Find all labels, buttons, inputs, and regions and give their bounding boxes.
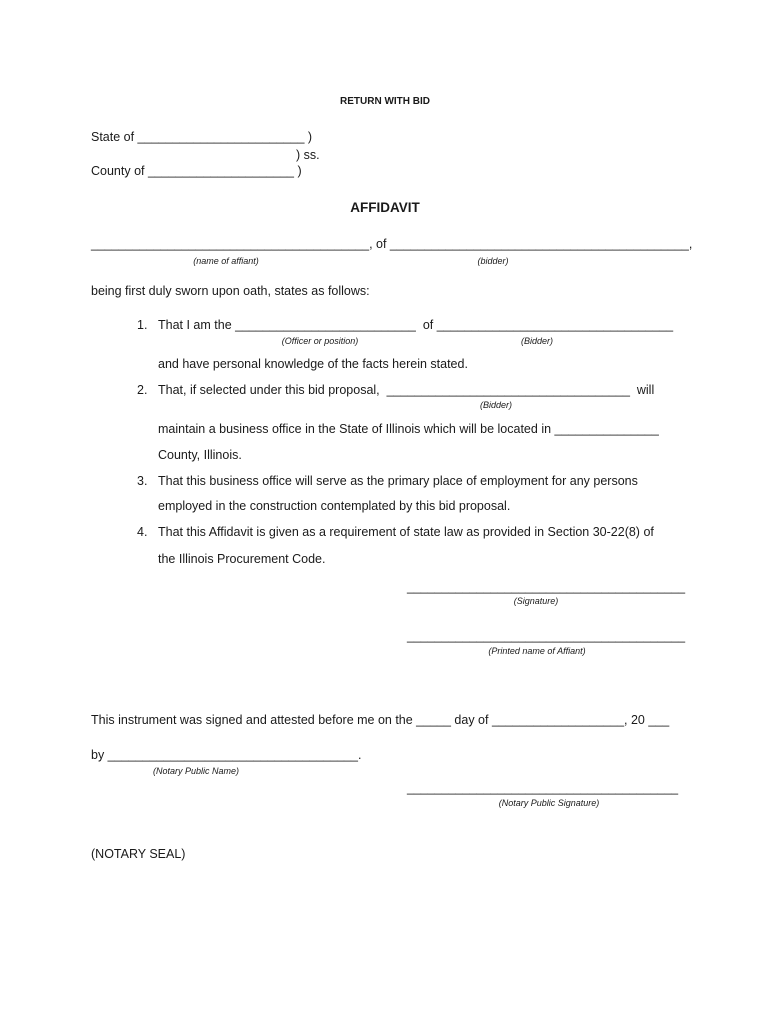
county-of-line: County of _____________________ ) (91, 164, 302, 178)
officer-or-position-caption: (Officer or position) (281, 336, 359, 346)
item-2-bidder-caption: (Bidder) (479, 400, 513, 410)
printed-name-caption: (Printed name of Affiant) (488, 646, 586, 656)
signature-line: ________________________________________ (407, 580, 686, 594)
item-3-continuation: employed in the construction contemplated by this bid proposal. (158, 499, 511, 513)
state-of-line: State of ________________________ ) (91, 130, 313, 144)
item-1-bidder-caption: (Bidder) (520, 336, 554, 346)
item-2-continuation-2: County, Illinois. (158, 448, 242, 462)
item-1-continuation: and have personal knowledge of the facts herein stated. (158, 357, 468, 371)
ss-line: ) ss. (296, 148, 320, 162)
item-1-number: 1. (137, 318, 148, 332)
name-of-affiant-caption: (name of affiant) (193, 256, 259, 266)
affidavit-title: AFFIDAVIT (350, 200, 420, 215)
item-2-number: 2. (137, 383, 148, 397)
item-2-line: That, if selected under this bid proposal, ___________________________________ will (158, 383, 655, 397)
notary-by-line: by ____________________________________. (91, 748, 362, 762)
return-with-bid-heading: RETURN WITH BID (340, 96, 430, 107)
signature-caption: (Signature) (513, 596, 559, 606)
item-3-number: 3. (137, 474, 148, 488)
item-4-continuation: the Illinois Procurement Code. (158, 552, 326, 566)
affiant-of-bidder-line: ________________________________________, of ___________________________________________, (91, 237, 693, 251)
notary-signature-line: _______________________________________ (407, 781, 679, 795)
notary-public-signature-caption: (Notary Public Signature) (498, 798, 600, 808)
notary-public-name-caption: (Notary Public Name) (152, 766, 240, 776)
bidder-caption: (bidder) (477, 256, 509, 266)
item-4-line: That this Affidavit is given as a requirement of state law as provided in Section 30-22(8) of (158, 525, 654, 539)
intro-text: being first duly sworn upon oath, states as follows: (91, 284, 370, 298)
item-2-continuation-1: maintain a business office in the State of Illinois which will be located in _______________ (158, 422, 659, 436)
printed-name-line: ________________________________________ (407, 629, 686, 643)
item-3-line: That this business office will serve as the primary place of employment for any persons (158, 474, 638, 488)
item-4-number: 4. (137, 525, 148, 539)
notary-seal-label: (NOTARY SEAL) (91, 847, 186, 861)
attestation-line: This instrument was signed and attested before me on the _____ day of ___________________, 20 ___ (91, 713, 670, 727)
item-1-line: That I am the __________________________ of __________________________________ (158, 318, 674, 332)
